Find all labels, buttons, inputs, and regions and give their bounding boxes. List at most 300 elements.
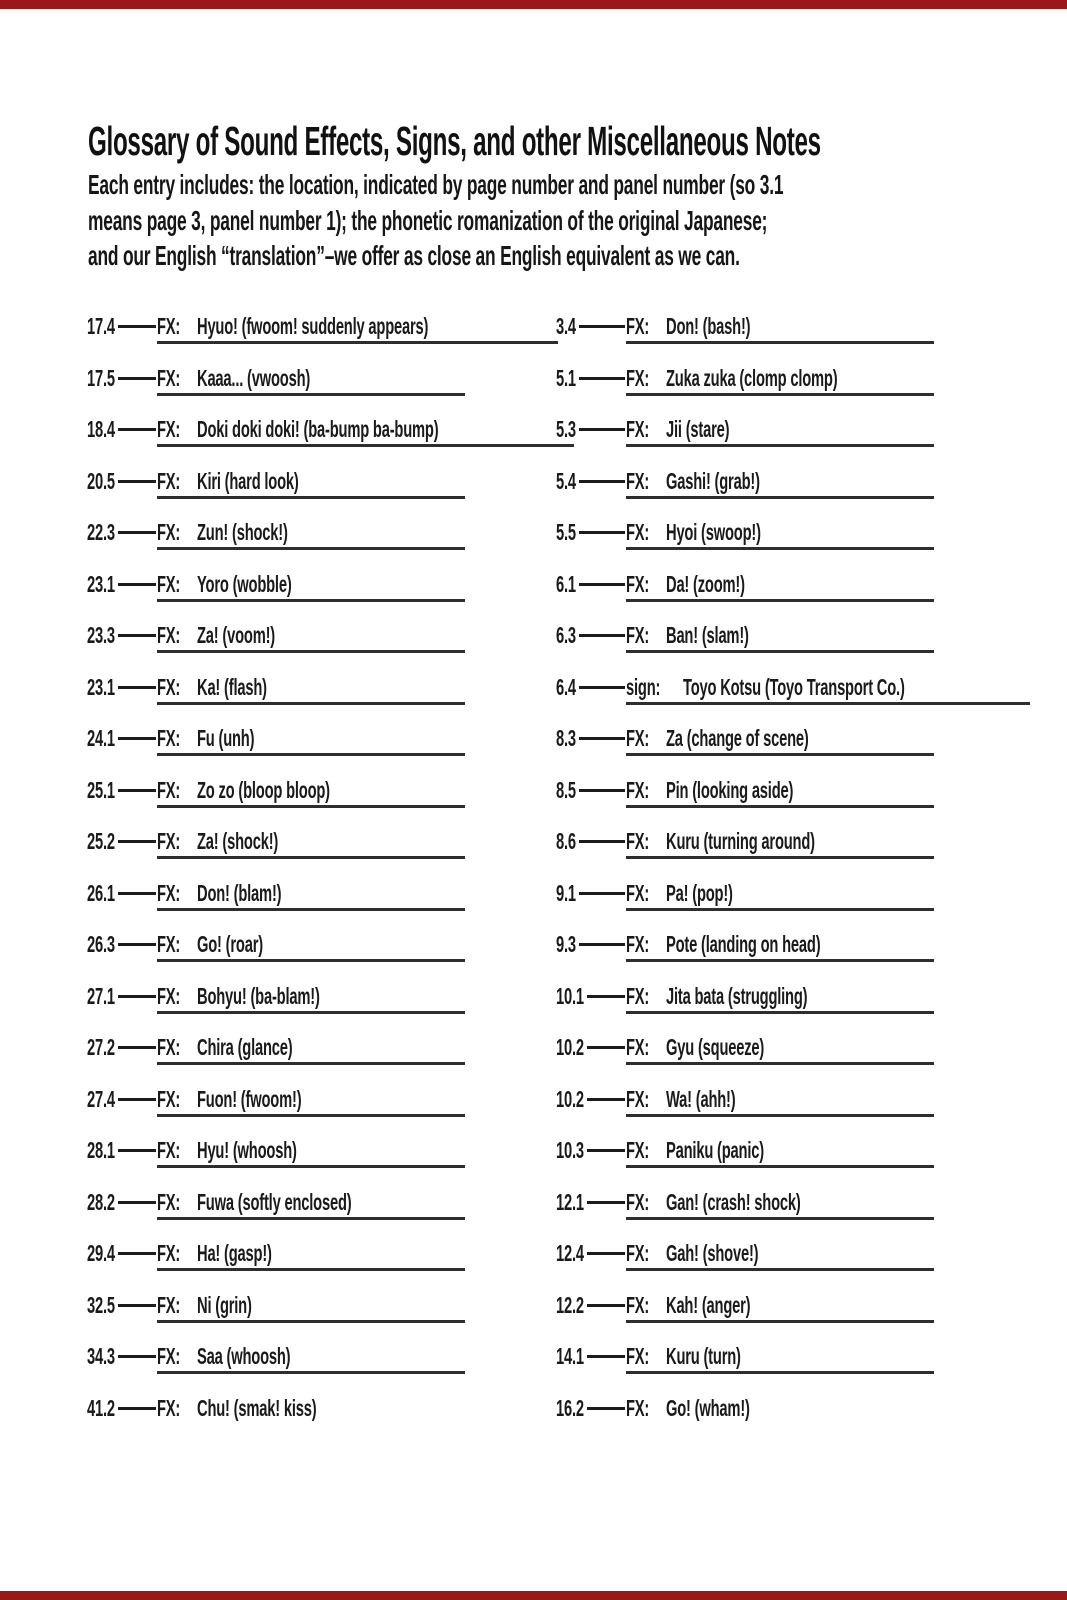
entry-type-label: FX: [157, 1188, 181, 1215]
entry-location: 12.1 [556, 1188, 584, 1215]
entry-underlined-body [157, 1343, 465, 1374]
glossary-entry [556, 1086, 934, 1138]
entry-type-label: FX: [626, 1240, 650, 1266]
entry-location: 32.5 [87, 1291, 115, 1318]
entry-underlined-body [157, 931, 465, 962]
entry-text: Fuon! (fwoom!) [197, 1085, 302, 1112]
entry-location-group [556, 1189, 626, 1215]
entry-dash-rule [118, 325, 156, 328]
entry-dash-rule [118, 995, 156, 998]
entry-type-label: FX: [626, 1394, 650, 1421]
entry-location-group [556, 313, 626, 339]
entry-location: 20.5 [87, 467, 115, 494]
entry-text: Zun! (shock!) [197, 519, 288, 545]
entry-text: Ka! (flash) [197, 673, 268, 700]
glossary-entry [87, 983, 465, 1035]
entry-location-group [87, 1395, 157, 1421]
entry-location: 17.5 [87, 364, 115, 391]
entry-location: 24.1 [87, 725, 115, 751]
entry-location-group [87, 880, 157, 906]
entry-location-group [556, 1395, 626, 1421]
entry-type-label: FX: [157, 1137, 181, 1163]
entry-text: Pote (landing on head) [666, 931, 821, 957]
entry-text: Ni (grin) [197, 1291, 252, 1318]
entry-dash-rule [118, 428, 156, 431]
entry-underlined-body [157, 725, 465, 756]
entry-type-label: FX: [157, 828, 181, 854]
entry-location-group [87, 416, 157, 442]
entry-dash-rule [579, 840, 625, 843]
entry-type-label: FX: [626, 1291, 650, 1318]
glossary-entry [556, 1395, 934, 1447]
glossary-entry [556, 1343, 934, 1395]
entry-text: Wa! (ahh!) [666, 1085, 736, 1112]
glossary-entry [556, 1137, 934, 1189]
entry-text: Kaaa... (vwoosh) [197, 364, 311, 391]
entry-underlined-body [626, 777, 934, 808]
glossary-entry [87, 828, 465, 880]
entry-location-group [87, 313, 157, 339]
glossary-entry [556, 416, 934, 468]
entry-underlined-body [626, 313, 934, 344]
entry-underlined-body [157, 1086, 465, 1117]
entry-location: 9.3 [556, 931, 576, 957]
entry-text: Chira (glance) [197, 1034, 293, 1060]
entry-location-group [556, 365, 626, 391]
entry-location: 25.2 [87, 828, 115, 854]
entry-type-label: FX: [157, 725, 181, 751]
entry-underlined-body [157, 1240, 465, 1271]
entry-type-label: FX: [157, 467, 181, 494]
glossary-entry [556, 1292, 934, 1344]
entry-type-label: FX: [157, 673, 181, 700]
entry-location: 8.3 [556, 725, 576, 751]
glossary-entry [87, 1034, 465, 1086]
entry-text: Pa! (pop!) [666, 879, 733, 906]
entry-type-label: FX: [626, 1343, 650, 1369]
entry-text: Kiri (hard look) [197, 467, 299, 494]
entry-location-group [87, 1086, 157, 1112]
entry-underlined-body [157, 1395, 465, 1423]
entry-dash-rule [579, 428, 625, 431]
entry-location: 10.2 [556, 1034, 584, 1060]
entry-location-group [556, 1086, 626, 1112]
entry-dash-rule [587, 1252, 625, 1255]
entry-type-label: FX: [626, 416, 650, 442]
glossary-entry [556, 519, 934, 571]
entry-location-group [87, 777, 157, 803]
entry-location: 12.2 [556, 1291, 584, 1318]
glossary-entry [556, 880, 934, 932]
entry-location-group [87, 983, 157, 1009]
glossary-entry [556, 365, 934, 417]
entry-dash-rule [118, 531, 156, 534]
intro-line: means page 3, panel number 1); the phonetic romanization of the original Japanese; [88, 204, 768, 236]
entry-location-group [556, 931, 626, 957]
entry-underlined-body [157, 828, 465, 859]
entry-underlined-body [626, 880, 934, 911]
glossary-column-right [556, 313, 934, 1446]
entry-dash-rule [587, 1201, 625, 1204]
entry-text: Fuwa (softly enclosed) [197, 1188, 352, 1215]
entry-type-label: FX: [626, 1085, 650, 1112]
glossary-entry [87, 1189, 465, 1241]
entry-underlined-body [157, 674, 465, 705]
entry-text: Za (change of scene) [666, 725, 809, 751]
entry-dash-rule [579, 686, 625, 689]
entry-type-label: FX: [157, 1085, 181, 1112]
entry-location-group [87, 1034, 157, 1060]
entry-dash-rule [579, 583, 625, 586]
entry-text: Fu (unh) [197, 725, 255, 751]
entry-underlined-body [626, 622, 934, 653]
entry-location-group [556, 674, 626, 700]
entry-text: Hyuo! (fwoom! suddenly appears) [197, 313, 429, 339]
entry-location: 28.2 [87, 1188, 115, 1215]
glossary-entry [87, 1292, 465, 1344]
entry-dash-rule [118, 1149, 156, 1152]
glossary-entry [556, 674, 934, 726]
glossary-entry [87, 1137, 465, 1189]
entry-dash-rule [118, 377, 156, 380]
entry-text: Paniku (panic) [666, 1137, 765, 1163]
entry-type-label: FX: [626, 982, 650, 1009]
entry-dash-rule [118, 892, 156, 895]
entry-location-group [87, 1240, 157, 1266]
glossary-entry [87, 1086, 465, 1138]
entry-location-group [556, 1292, 626, 1318]
entry-location: 6.4 [556, 673, 576, 700]
entry-underlined-body [157, 1189, 465, 1220]
entry-underlined-body [157, 777, 465, 808]
entry-text: Don! (bash!) [666, 313, 751, 339]
entry-location: 41.2 [87, 1394, 115, 1421]
entry-dash-rule [587, 1355, 625, 1358]
glossary-entry [556, 1034, 934, 1086]
entry-underlined-body [157, 1292, 465, 1323]
entry-type-label: FX: [626, 1034, 650, 1060]
entry-dash-rule [579, 789, 625, 792]
entry-dash-rule [118, 1407, 156, 1410]
entry-type-label: FX: [626, 1137, 650, 1163]
entry-text: Ha! (gasp!) [197, 1240, 272, 1266]
entry-underlined-body [157, 1034, 465, 1065]
intro-line: and our English “translation”–we offer as close an English equivalent as we can. [88, 240, 740, 271]
entry-type-label: FX: [157, 879, 181, 906]
entry-location-group [87, 1292, 157, 1318]
entry-type-label: FX: [157, 1343, 181, 1369]
entry-underlined-body [626, 725, 934, 756]
entry-underlined-body [157, 365, 465, 396]
entry-location: 18.4 [87, 416, 115, 442]
entry-dash-rule [118, 686, 156, 689]
entry-dash-rule [579, 737, 625, 740]
glossary-entry [87, 622, 465, 674]
entry-text: Yoro (wobble) [197, 570, 292, 597]
entry-text: Kah! (anger) [666, 1291, 751, 1318]
entry-dash-rule [118, 737, 156, 740]
entry-text: Kuru (turn) [666, 1343, 741, 1369]
entry-location-group [87, 571, 157, 597]
entry-dash-rule [118, 583, 156, 586]
entry-underlined-body [626, 519, 934, 550]
entry-location-group [556, 416, 626, 442]
glossary-entry [87, 365, 465, 417]
entry-location-group [87, 519, 157, 545]
entry-underlined-body [157, 1137, 465, 1168]
entry-dash-rule [587, 1407, 625, 1410]
entry-type-label: FX: [626, 1188, 650, 1215]
glossary-entry [556, 777, 934, 829]
glossary-entry [556, 931, 934, 983]
entry-underlined-body [157, 313, 558, 344]
entry-text: Zuka zuka (clomp clomp) [666, 364, 838, 391]
entry-underlined-body [626, 674, 1030, 705]
entry-location-group [556, 468, 626, 494]
entry-dash-rule [579, 634, 625, 637]
entry-location-group [556, 983, 626, 1009]
entry-dash-rule [579, 943, 625, 946]
entry-location-group [87, 725, 157, 751]
entry-type-label: FX: [157, 1240, 181, 1266]
entry-type-label: FX: [626, 725, 650, 751]
entry-location-group [87, 468, 157, 494]
glossary-entry [556, 622, 934, 674]
entry-location-group [87, 674, 157, 700]
glossary-entry [87, 931, 465, 983]
entry-dash-rule [118, 1355, 156, 1358]
entry-text: Doki doki doki! (ba-bump ba-bump) [197, 416, 439, 442]
glossary-entry [556, 725, 934, 777]
entry-underlined-body [157, 622, 465, 653]
entry-dash-rule [587, 995, 625, 998]
entry-text: Toyo Kotsu (Toyo Transport Co.) [683, 673, 906, 700]
glossary-entry [87, 725, 465, 777]
entry-dash-rule [587, 1098, 625, 1101]
entry-underlined-body [626, 1395, 934, 1423]
entry-location: 23.3 [87, 622, 115, 648]
glossary-entry [87, 777, 465, 829]
entry-underlined-body [626, 983, 934, 1014]
glossary-column-left [87, 313, 465, 1446]
entry-dash-rule [579, 377, 625, 380]
entry-dash-rule [579, 531, 625, 534]
entry-underlined-body [157, 983, 465, 1014]
entry-text: Kuru (turning around) [666, 828, 816, 854]
entry-location-group [87, 931, 157, 957]
entry-type-label: FX: [626, 570, 650, 597]
glossary-entry [556, 828, 934, 880]
entry-text: Chu! (smak! kiss) [197, 1394, 317, 1421]
glossary-entry [556, 1240, 934, 1292]
entry-type-label: FX: [157, 570, 181, 597]
entry-underlined-body [626, 1343, 934, 1374]
entry-text: Gan! (crash! shock) [666, 1188, 801, 1215]
intro-line: Each entry includes: the location, indicated by page number and panel number (so 3.1 [88, 169, 784, 200]
entry-text: Gashi! (grab!) [666, 467, 760, 494]
entry-location: 17.4 [87, 313, 115, 339]
glossary-entry [87, 880, 465, 932]
entry-location: 23.1 [87, 673, 115, 700]
glossary-entry [87, 519, 465, 571]
entry-type-label: FX: [157, 519, 181, 545]
entry-location: 9.1 [556, 879, 576, 906]
entry-underlined-body [626, 1240, 934, 1271]
entry-type-label: FX: [157, 1291, 181, 1318]
entry-text: Go! (roar) [197, 931, 264, 957]
entry-dash-rule [118, 943, 156, 946]
glossary-entry [87, 1395, 465, 1447]
glossary-entry [87, 313, 465, 365]
entry-dash-rule [587, 1149, 625, 1152]
entry-dash-rule [118, 1098, 156, 1101]
intro-paragraph [88, 167, 1067, 274]
entry-location: 25.1 [87, 776, 115, 803]
entry-location: 22.3 [87, 519, 115, 545]
entry-text: Da! (zoom!) [666, 570, 745, 597]
entry-location: 3.4 [556, 313, 576, 339]
entry-location-group [556, 828, 626, 854]
entry-text: Don! (blam!) [197, 879, 282, 906]
entry-underlined-body [157, 571, 465, 602]
entry-type-label: FX: [157, 931, 181, 957]
entry-dash-rule [118, 1201, 156, 1204]
glossary-entry [87, 674, 465, 726]
entry-type-label: FX: [626, 313, 650, 339]
entry-type-label: FX: [157, 776, 181, 803]
entry-location-group [87, 1343, 157, 1369]
entry-location-group [556, 1137, 626, 1163]
entry-type-label: FX: [157, 1034, 181, 1060]
entry-underlined-body [157, 519, 465, 550]
glossary-entry [87, 416, 465, 468]
entry-underlined-body [626, 1137, 934, 1168]
entry-type-label: FX: [157, 622, 181, 648]
entry-text: Hyu! (whoosh) [197, 1137, 297, 1163]
entry-location-group [87, 1189, 157, 1215]
entry-location: 5.1 [556, 364, 576, 391]
entry-location-group [556, 519, 626, 545]
entry-location: 8.6 [556, 828, 576, 854]
entry-dash-rule [118, 480, 156, 483]
entry-text: Pin (looking aside) [666, 776, 794, 803]
entry-text: Zo zo (bloop bloop) [197, 776, 331, 803]
glossary-entry [556, 313, 934, 365]
entry-underlined-body [626, 1292, 934, 1323]
entry-location-group [87, 828, 157, 854]
entry-location: 5.4 [556, 467, 576, 494]
entry-underlined-body [626, 1034, 934, 1065]
entry-location: 26.3 [87, 931, 115, 957]
entry-location: 27.1 [87, 982, 115, 1009]
entry-location-group [556, 880, 626, 906]
entry-location-group [556, 725, 626, 751]
entry-location: 12.4 [556, 1240, 584, 1266]
entry-type-label: FX: [626, 828, 650, 854]
entry-location: 10.2 [556, 1085, 584, 1112]
entry-underlined-body [626, 1086, 934, 1117]
entry-underlined-body [157, 416, 574, 447]
entry-underlined-body [626, 365, 934, 396]
entry-dash-rule [579, 892, 625, 895]
glossary-entry [556, 571, 934, 623]
top-edge-bar [0, 0, 1067, 9]
entry-dash-rule [118, 1046, 156, 1049]
entry-text: Hyoi (swoop!) [666, 519, 761, 545]
entry-dash-rule [579, 325, 625, 328]
entry-dash-rule [118, 1304, 156, 1307]
entry-text: Za! (voom!) [197, 622, 276, 648]
entry-type-label: FX: [626, 776, 650, 803]
entry-location: 23.1 [87, 570, 115, 597]
glossary-entry [556, 1189, 934, 1241]
entry-location: 10.3 [556, 1137, 584, 1163]
entry-location-group [556, 622, 626, 648]
glossary-entry [87, 571, 465, 623]
entry-location: 10.1 [556, 982, 584, 1009]
entry-dash-rule [118, 840, 156, 843]
entry-dash-rule [587, 1304, 625, 1307]
entry-type-label: FX: [626, 519, 650, 545]
entry-location-group [87, 622, 157, 648]
entry-underlined-body [626, 416, 934, 447]
entry-location: 5.3 [556, 416, 576, 442]
entry-location: 34.3 [87, 1343, 115, 1369]
entry-text: Gyu (squeeze) [666, 1034, 765, 1060]
entry-type-label: FX: [157, 416, 181, 442]
glossary-entry [87, 468, 465, 520]
entry-location: 29.4 [87, 1240, 115, 1266]
entry-underlined-body [626, 468, 934, 499]
glossary-entry [556, 468, 934, 520]
entry-text: Gah! (shove!) [666, 1240, 759, 1266]
entry-location-group [556, 1240, 626, 1266]
entry-location-group [87, 365, 157, 391]
entry-text: Jii (stare) [666, 416, 730, 442]
entry-type-label: FX: [626, 364, 650, 391]
entry-text: Go! (wham!) [666, 1394, 750, 1421]
entry-type-label: FX: [157, 1394, 181, 1421]
entry-type-label: FX: [626, 622, 650, 648]
entry-location-group [556, 571, 626, 597]
entry-underlined-body [157, 880, 465, 911]
entry-dash-rule [579, 480, 625, 483]
entry-dash-rule [587, 1046, 625, 1049]
entry-text: Za! (shock!) [197, 828, 279, 854]
entry-underlined-body [626, 571, 934, 602]
entry-text: Jita bata (struggling) [666, 982, 808, 1009]
page-title: Glossary of Sound Effects, Signs, and other Miscellaneous Notes [88, 118, 821, 164]
entry-underlined-body [626, 931, 934, 962]
entry-location-group [556, 1343, 626, 1369]
entry-text: Ban! (slam!) [666, 622, 749, 648]
entry-type-label: FX: [157, 982, 181, 1009]
entry-type-label: FX: [626, 467, 650, 494]
entry-type-label: FX: [626, 879, 650, 906]
glossary-columns [87, 313, 934, 1446]
entry-location: 5.5 [556, 519, 576, 545]
entry-underlined-body [626, 1189, 934, 1220]
bottom-edge-bar [0, 1591, 1067, 1600]
entry-type-label: FX: [626, 931, 650, 957]
entry-location: 28.1 [87, 1137, 115, 1163]
entry-location-group [556, 1034, 626, 1060]
glossary-entry [87, 1343, 465, 1395]
entry-text: Saa (whoosh) [197, 1343, 291, 1369]
entry-dash-rule [118, 1252, 156, 1255]
entry-location-group [87, 1137, 157, 1163]
entry-location: 8.5 [556, 776, 576, 803]
